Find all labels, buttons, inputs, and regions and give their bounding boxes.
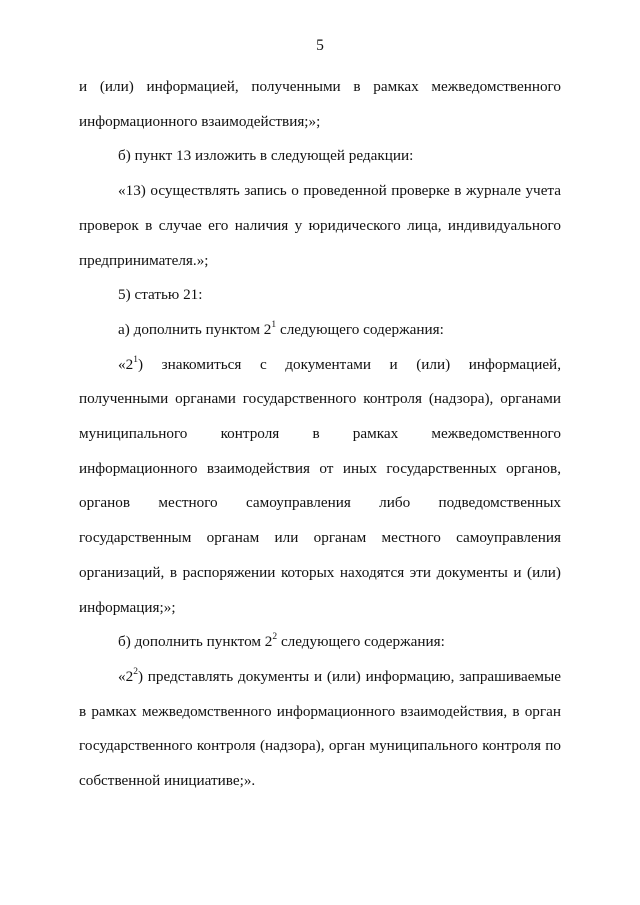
text-segment: «2 (118, 667, 134, 685)
superscript: 1 (271, 319, 277, 330)
paragraph-continuation-line2: информационного взаимодействия;»; (79, 112, 321, 130)
superscript: 2 (272, 632, 278, 643)
text-segment: «2 (118, 355, 134, 373)
paragraph-item-b-2-2 (79, 625, 561, 660)
text-segment: следующего содержания: (277, 633, 445, 651)
paragraph-item-13-text: «13) осуществлять запись о проведенной проверке в журнале учета проверок в случае его наличия у юридического лица, индивидуального предпринимателя.»; (79, 182, 561, 269)
text-segment: следующего содержания: (276, 320, 444, 338)
superscript: 1 (133, 354, 138, 365)
text-segment: а) дополнить пунктом 2 (118, 320, 272, 338)
page-number: 5 (316, 37, 324, 54)
paragraph-item-b-13: б) пункт 13 изложить в следующей редакции: (118, 147, 414, 165)
paragraph-article-21: 5) статью 21: (118, 286, 203, 304)
text-segment: б) дополнить пунктом 2 (118, 633, 273, 651)
text-segment: ) знакомиться с документами и (или) информацией, полученными органами государственного контроля (надзора), органами муниципального контроля в рамках межведомственного информационного взаимодействия от иных государственных органов, органов местного самоуправления либо подведомственных государственным органам или органам местного самоуправления организаций, в распоряжении которых находятся эти документы и (или) информация;»; (79, 355, 561, 616)
superscript: 2 (133, 666, 138, 677)
paragraph-item-2-1-text (79, 348, 561, 626)
paragraph-item-a-2-1 (79, 313, 561, 348)
document-body (79, 70, 561, 799)
paragraph-continuation-line1: и (или) информацией, полученными в рамках межведомственного (79, 78, 561, 95)
paragraph-item-2-2-text (79, 660, 561, 799)
text-segment: ) представлять документы и (или) информацию, запрашиваемые в рамках межведомственного информационного взаимодействия, в орган государственного контроля (надзора), орган муниципального контроля по собственной инициативе;». (79, 667, 561, 790)
